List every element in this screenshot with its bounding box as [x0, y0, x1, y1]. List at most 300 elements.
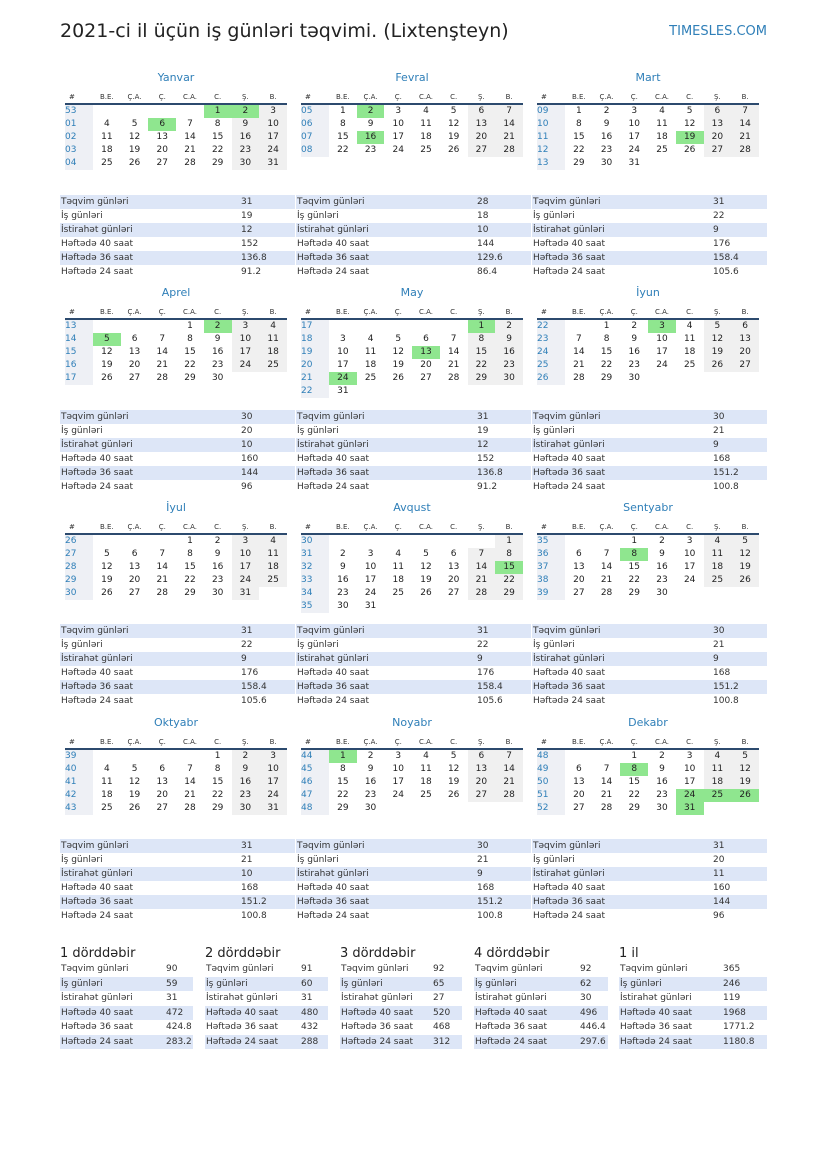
stat-value: 9: [713, 654, 719, 664]
stat-label: Təqvim günləri: [61, 412, 129, 422]
weekday-header: Ç.A.: [593, 305, 621, 319]
stat-label: Həftədə 40 saat: [533, 454, 606, 464]
week-row: [537, 587, 759, 600]
day-cell: [148, 104, 176, 118]
day-cell: 1: [204, 104, 232, 118]
weekday-header: C.A.: [412, 520, 440, 534]
day-cell: 21: [573, 360, 585, 370]
quarter-stat-label: İstirahət günləri: [61, 993, 133, 1003]
day-cell: [232, 372, 260, 385]
day-cell: 28: [573, 373, 585, 383]
weekday-header: B.E.: [329, 90, 357, 104]
month-stats: [296, 839, 531, 923]
day-cell: 27: [573, 803, 585, 813]
day-cell: 14: [600, 777, 613, 787]
stat-label: Həftədə 36 saat: [61, 682, 134, 692]
weekday-header: C.: [204, 305, 232, 319]
day-cell: 23: [600, 145, 613, 155]
month-stats: [60, 410, 295, 494]
stat-value: 100.8: [713, 482, 739, 492]
stat-row: [296, 195, 531, 209]
day-cell: 2: [357, 104, 385, 118]
month-table: [301, 520, 523, 613]
day-cell: 25: [364, 373, 377, 383]
day-cell: 29: [495, 587, 523, 600]
weekday-header: Ş.: [704, 90, 732, 104]
day-cell: 27: [420, 373, 432, 383]
day-cell: 19: [101, 360, 113, 370]
day-cell: 2: [659, 536, 665, 546]
day-cell: 22: [573, 145, 585, 155]
week-number: 38: [537, 574, 565, 587]
quarter-stat-value: 424.8: [166, 1022, 192, 1032]
stat-row: [532, 452, 767, 466]
stat-value: 160: [713, 883, 731, 893]
quarter-stat-value: 312: [433, 1036, 451, 1047]
stat-label: Həftədə 24 saat: [61, 482, 134, 492]
week-row: [301, 372, 523, 385]
stat-row: [532, 624, 767, 638]
stat-row: [532, 867, 767, 881]
quarter-stat-label: Həftədə 40 saat: [61, 1007, 134, 1018]
day-cell: 3: [631, 106, 638, 116]
day-cell: 7: [603, 549, 610, 559]
day-cell: 21: [495, 131, 523, 144]
day-cell: [412, 600, 440, 613]
day-cell: 28: [600, 588, 613, 598]
quarter-stat-value: 90: [166, 964, 178, 974]
day-cell: 11: [420, 764, 432, 774]
stat-row: [532, 195, 767, 209]
stat-value: 12: [241, 225, 253, 235]
day-cell: [704, 157, 732, 170]
week-number: 20: [301, 359, 329, 372]
day-cell: 4: [704, 534, 732, 548]
stat-value: 20: [241, 426, 253, 436]
day-cell: 1: [339, 106, 346, 116]
day-cell: 16: [628, 347, 640, 357]
day-cell: 7: [495, 749, 523, 763]
day-cell: [176, 749, 204, 763]
weekday-header: C.: [440, 735, 468, 749]
day-cell: 4: [103, 764, 110, 774]
day-cell: 10: [683, 764, 696, 774]
stat-label: İş günləri: [61, 211, 103, 221]
month-calendar: [65, 285, 287, 385]
weekday-header: C.: [440, 520, 468, 534]
day-cell: 27: [128, 588, 141, 598]
day-cell: 1: [575, 106, 582, 116]
day-cell: 21: [447, 360, 460, 370]
week-row: [301, 346, 523, 359]
month-stats: [60, 624, 295, 708]
day-cell: 27: [156, 803, 168, 813]
weekday-header: Ç.: [148, 305, 176, 319]
day-cell: 1: [603, 321, 610, 331]
stat-label: Təqvim günləri: [533, 841, 601, 851]
day-cell: [176, 104, 204, 118]
stat-value: 21: [241, 855, 253, 865]
day-cell: 23: [628, 360, 640, 370]
stat-value: 28: [477, 197, 489, 207]
quarter-stat-label: Həftədə 24 saat: [61, 1036, 134, 1047]
weekday-header: C.: [676, 735, 704, 749]
month-stats: [532, 195, 767, 279]
day-cell: 14: [184, 132, 196, 142]
quarter-summary: [205, 945, 328, 1049]
day-cell: 11: [420, 119, 432, 129]
week-row: [301, 144, 523, 157]
month-stats: [296, 410, 531, 494]
stat-label: Həftədə 40 saat: [61, 239, 134, 249]
stat-label: Həftədə 36 saat: [533, 897, 606, 907]
month-stats: [532, 410, 767, 494]
day-cell: 9: [232, 118, 260, 131]
week-number: 19: [301, 346, 329, 359]
day-cell: 10: [232, 548, 260, 561]
week-row: [301, 534, 523, 548]
stat-value: 144: [241, 468, 259, 478]
day-cell: 29: [628, 803, 640, 813]
week-row: [65, 372, 287, 385]
month-table: [301, 90, 523, 157]
stat-row: [296, 223, 531, 237]
stat-row: [60, 909, 295, 923]
day-cell: [593, 534, 621, 548]
week-row: [537, 561, 759, 574]
day-cell: 13: [156, 132, 168, 142]
stat-label: İş günləri: [533, 640, 575, 650]
weekday-header: Ç.: [620, 305, 648, 319]
day-cell: 20: [704, 131, 732, 144]
day-cell: 9: [214, 549, 221, 559]
day-cell: 21: [600, 790, 613, 800]
day-cell: [384, 319, 412, 333]
quarter-stat-label: Həftədə 40 saat: [620, 1007, 693, 1018]
week-number: 44: [301, 749, 329, 763]
day-cell: 14: [468, 561, 496, 574]
week-row: [301, 131, 523, 144]
day-cell: 8: [214, 119, 221, 129]
day-cell: 27: [156, 158, 168, 168]
quarter-stat-label: İş günləri: [475, 978, 517, 989]
quarter-stat-label: Təqvim günləri: [61, 964, 129, 974]
month-table: [65, 305, 287, 385]
day-cell: 30: [232, 157, 260, 170]
day-cell: 12: [704, 333, 732, 346]
stat-value: 10: [241, 869, 253, 879]
week-row: [537, 548, 759, 561]
day-cell: 13: [128, 347, 141, 357]
weekday-header: B.: [259, 90, 287, 104]
quarter-stat-row: [619, 1035, 767, 1050]
day-cell: 12: [128, 132, 141, 142]
stat-label: Həftədə 40 saat: [297, 883, 370, 893]
quarter-stat-row: [60, 1035, 193, 1050]
day-cell: 22: [184, 360, 196, 370]
day-cell: [93, 534, 121, 548]
stat-row: [296, 666, 531, 680]
week-number: 08: [301, 144, 329, 157]
day-cell: 3: [686, 751, 693, 761]
quarter-stat-value: 283.2: [166, 1036, 192, 1047]
day-cell: 26: [447, 145, 460, 155]
day-cell: [148, 534, 176, 548]
week-row: [65, 104, 287, 118]
week-number: 22: [301, 385, 329, 398]
day-cell: 30: [656, 588, 668, 598]
day-cell: 22: [495, 574, 523, 587]
stat-row: [296, 895, 531, 909]
day-cell: 23: [656, 575, 668, 585]
week-row: [65, 749, 287, 763]
stat-label: Həftədə 24 saat: [533, 267, 606, 277]
stat-value: 136.8: [241, 253, 267, 263]
day-cell: 24: [329, 372, 357, 385]
stat-label: Həftədə 40 saat: [61, 454, 134, 464]
day-cell: [121, 104, 149, 118]
week-row: [65, 548, 287, 561]
month-calendar: [65, 715, 287, 815]
day-cell: 16: [232, 776, 260, 789]
quarter-stat-row: [619, 962, 767, 977]
day-cell: [121, 319, 149, 333]
day-cell: [412, 802, 440, 815]
week-row: [537, 104, 759, 118]
week-row: [301, 548, 523, 561]
day-cell: 30: [337, 601, 349, 611]
stat-value: 22: [713, 211, 725, 221]
quarter-stat-label: Həftədə 40 saat: [206, 1007, 279, 1018]
day-cell: 20: [447, 575, 460, 585]
day-cell: 15: [600, 347, 613, 357]
stat-value: 158.4: [713, 253, 739, 263]
quarter-summary: [340, 945, 462, 1049]
day-cell: 2: [339, 549, 346, 559]
day-cell: [704, 372, 732, 385]
day-cell: 12: [420, 562, 432, 572]
day-cell: 24: [392, 790, 404, 800]
quarter-stat-label: İstirahət günləri: [475, 993, 547, 1003]
week-number: 37: [537, 561, 565, 574]
day-cell: 5: [103, 549, 110, 559]
day-cell: 19: [101, 575, 113, 585]
stat-value: 30: [241, 412, 253, 422]
weekday-header: Ş.: [704, 305, 732, 319]
day-cell: 25: [656, 145, 668, 155]
weekday-header: Ç.: [384, 90, 412, 104]
stat-value: 105.6: [713, 267, 739, 277]
day-cell: 18: [704, 776, 732, 789]
day-cell: 28: [495, 144, 523, 157]
day-cell: [468, 600, 496, 613]
day-cell: [468, 534, 496, 548]
stat-value: 151.2: [241, 897, 267, 907]
day-cell: 19: [392, 360, 404, 370]
week-row: [301, 574, 523, 587]
stat-label: Həftədə 24 saat: [533, 911, 606, 921]
month-calendar: [301, 715, 523, 815]
weekday-header: C.: [204, 520, 232, 534]
stat-row: [532, 694, 767, 708]
week-row: [65, 802, 287, 815]
stat-value: 100.8: [477, 911, 503, 921]
quarter-stat-label: Təqvim günləri: [620, 964, 688, 974]
day-cell: 5: [731, 534, 759, 548]
day-cell: [412, 534, 440, 548]
weekday-header: C.: [440, 90, 468, 104]
day-cell: 24: [232, 574, 260, 587]
day-cell: 23: [232, 144, 260, 157]
quarter-stat-value: 446.4: [580, 1022, 606, 1032]
month-stats: [60, 195, 295, 279]
weekday-header: B.E.: [565, 735, 593, 749]
quarter-stat-value: 520: [433, 1007, 451, 1018]
day-cell: 18: [101, 790, 113, 800]
quarter-stat-row: [205, 977, 328, 992]
week-row: [65, 157, 287, 170]
month-stats: [60, 839, 295, 923]
day-cell: 18: [364, 360, 377, 370]
week-row: [65, 319, 287, 333]
stat-value: 30: [713, 626, 725, 636]
week-number: 13: [537, 157, 565, 170]
brand-logo-text[interactable]: TIMESLES.COM: [669, 24, 767, 39]
day-cell: 14: [495, 118, 523, 131]
week-number: 33: [301, 574, 329, 587]
weekday-header: Ç.A.: [593, 520, 621, 534]
day-cell: 13: [573, 562, 585, 572]
month-table: [301, 735, 523, 815]
day-cell: 6: [468, 104, 496, 118]
day-cell: 19: [447, 132, 460, 142]
week-number: 25: [537, 359, 565, 372]
quarter-stat-value: 480: [301, 1007, 319, 1018]
stat-row: [60, 424, 295, 438]
stat-label: İş günləri: [297, 211, 339, 221]
stat-label: Həftədə 24 saat: [297, 911, 370, 921]
stat-label: Həftədə 24 saat: [297, 696, 370, 706]
day-cell: 17: [364, 575, 377, 585]
day-cell: 26: [420, 588, 432, 598]
stat-value: 9: [713, 440, 719, 450]
day-cell: 15: [337, 132, 349, 142]
day-cell: [648, 372, 676, 385]
stat-value: 21: [713, 426, 725, 436]
day-cell: 23: [495, 359, 523, 372]
day-cell: 14: [447, 347, 460, 357]
week-number: 17: [65, 372, 93, 385]
weekday-header: C.A.: [648, 305, 676, 319]
month-table: [537, 305, 759, 385]
week-row: [537, 789, 759, 802]
weekday-header: C.: [440, 305, 468, 319]
week-number: 11: [537, 131, 565, 144]
day-cell: 16: [211, 347, 224, 357]
week-number: 28: [65, 561, 93, 574]
day-cell: [495, 385, 523, 398]
week-number: 39: [537, 587, 565, 600]
quarter-stat-label: İş günləri: [206, 978, 248, 989]
weekday-header: Ç.: [384, 735, 412, 749]
week-row: [65, 346, 287, 359]
day-cell: 5: [731, 749, 759, 763]
stat-value: 9: [713, 225, 719, 235]
stat-value: 20: [713, 855, 725, 865]
day-cell: 29: [628, 588, 640, 598]
day-cell: 28: [184, 803, 196, 813]
day-cell: [148, 749, 176, 763]
day-cell: 26: [101, 373, 113, 383]
day-cell: 31: [259, 157, 287, 170]
stat-row: [296, 410, 531, 424]
day-cell: 12: [101, 562, 113, 572]
day-cell: [329, 319, 357, 333]
day-cell: 31: [628, 158, 640, 168]
day-cell: 26: [683, 145, 696, 155]
quarter-stat-row: [60, 991, 193, 1006]
day-cell: 2: [495, 319, 523, 333]
day-cell: 7: [187, 119, 193, 129]
month-name: Dekabr: [628, 716, 668, 729]
day-cell: 4: [423, 751, 429, 761]
stat-row: [532, 466, 767, 480]
stat-row: [60, 251, 295, 265]
day-cell: [384, 385, 412, 398]
weekday-header: Ç.A.: [121, 305, 149, 319]
day-cell: 16: [656, 562, 668, 572]
quarter-stat-row: [340, 977, 462, 992]
stat-value: 152: [477, 454, 495, 464]
weekday-header: B.E.: [329, 735, 357, 749]
stat-row: [532, 209, 767, 223]
weekday-header: B.: [495, 90, 523, 104]
day-cell: 29: [468, 372, 496, 385]
stat-value: 168: [713, 668, 731, 678]
day-cell: 4: [259, 534, 287, 548]
day-cell: 4: [395, 549, 402, 559]
month-calendar: [537, 500, 759, 600]
weekday-header: Ç.: [148, 90, 176, 104]
weekday-header: B.E.: [565, 305, 593, 319]
day-cell: 24: [676, 789, 704, 802]
day-cell: 10: [364, 562, 377, 572]
day-cell: 20: [468, 131, 496, 144]
weekday-header: Ş.: [468, 520, 496, 534]
weekday-header: #: [301, 520, 329, 534]
month-name: Yanvar: [157, 71, 195, 84]
day-cell: 2: [631, 321, 638, 331]
day-cell: 6: [731, 319, 759, 333]
stat-row: [60, 895, 295, 909]
weekday-header: C.: [204, 90, 232, 104]
stat-row: [532, 237, 767, 251]
quarter-stat-row: [619, 991, 767, 1006]
month-calendar: [301, 70, 523, 157]
day-cell: 22: [600, 360, 613, 370]
quarter-stat-label: İş günləri: [620, 978, 662, 989]
weekday-header: B.E.: [93, 90, 121, 104]
stat-row: [532, 909, 767, 923]
month-name: Noyabr: [392, 716, 432, 729]
day-cell: 30: [211, 588, 224, 598]
day-cell: 3: [367, 549, 374, 559]
stat-value: 151.2: [713, 468, 739, 478]
weekday-header: Ş.: [704, 735, 732, 749]
stat-label: Həftədə 40 saat: [61, 883, 134, 893]
day-cell: 11: [101, 132, 113, 142]
day-cell: 20: [468, 776, 496, 789]
